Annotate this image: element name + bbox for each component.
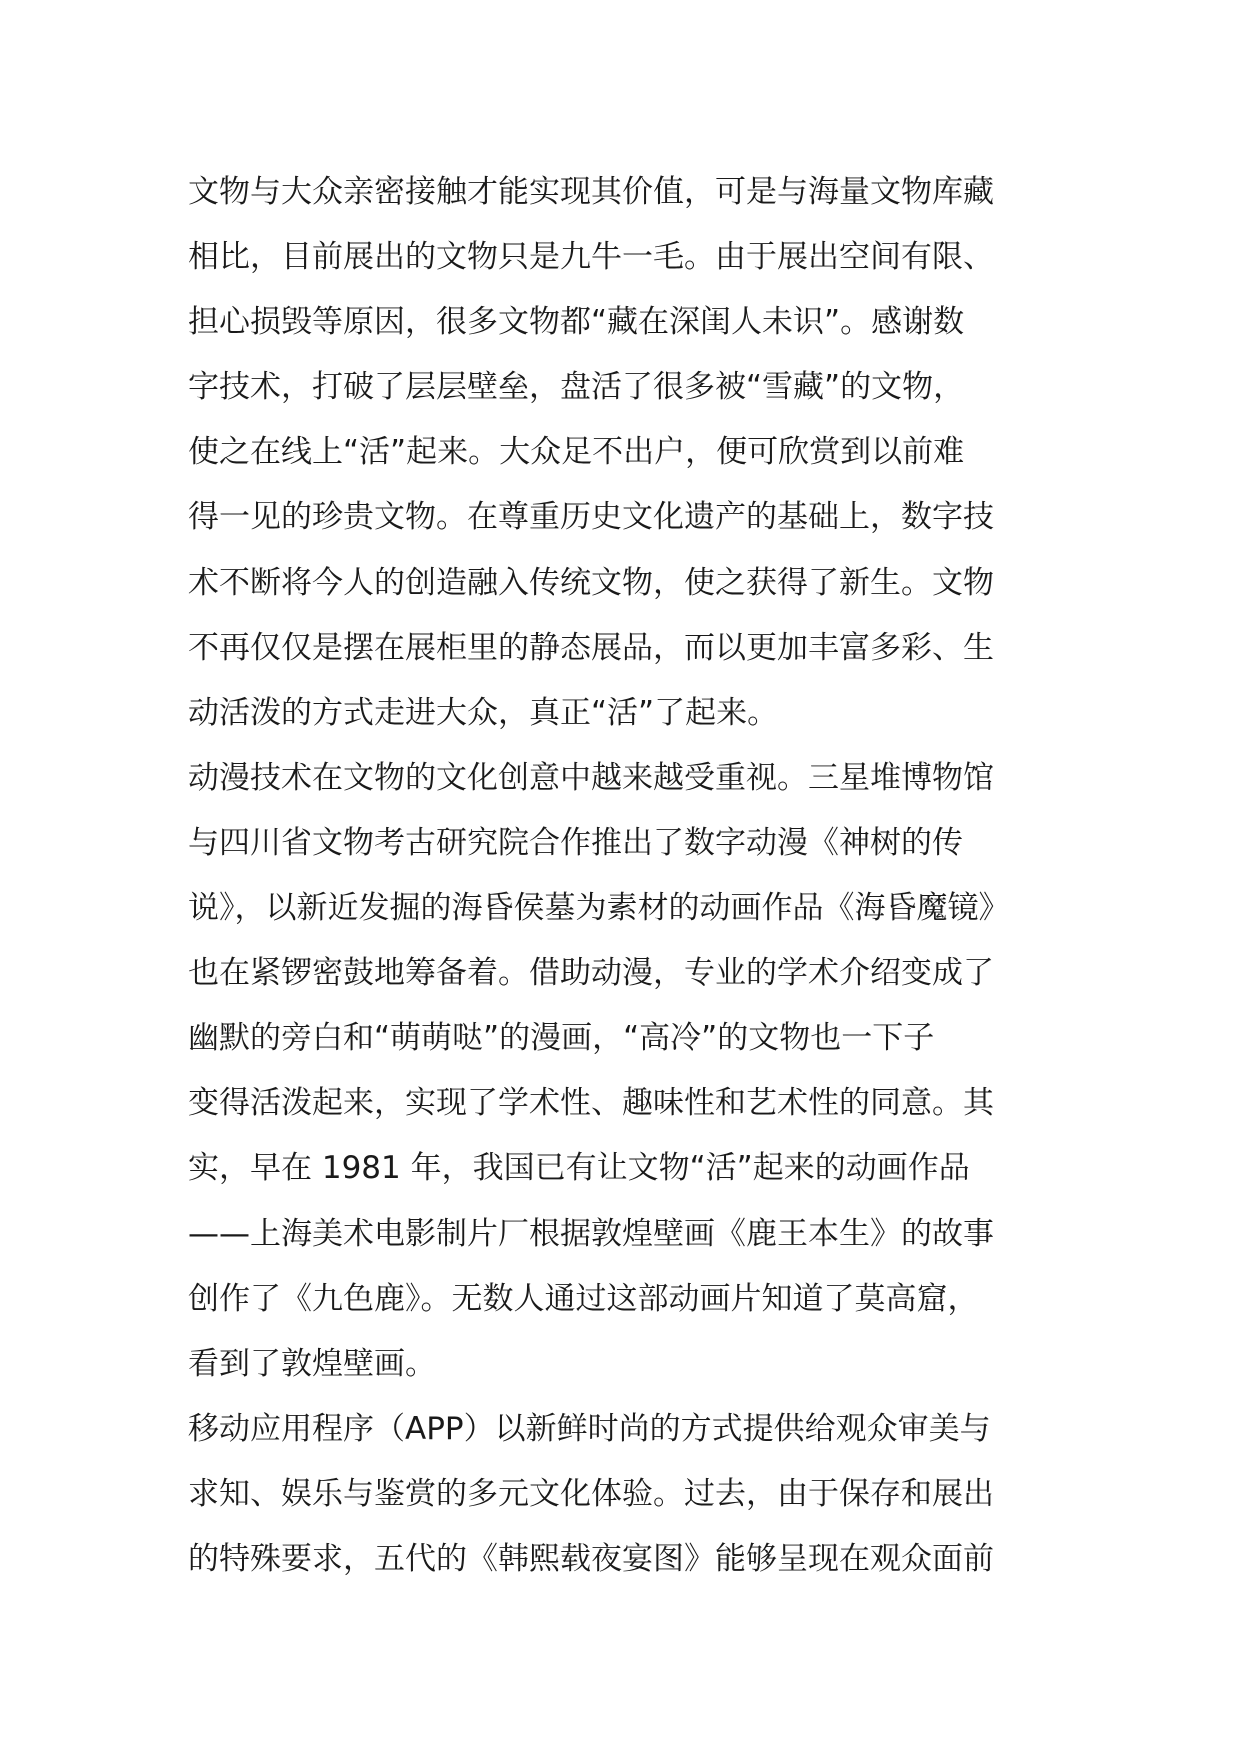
text-line: 移动应用程序（APP）以新鲜时尚的方式提供给观众审美与 bbox=[188, 1410, 991, 1447]
text-line: 不再仅仅是摆在展柜里的静态展品，而以更加丰富多彩、生 bbox=[188, 629, 994, 666]
text-line: 实，早在 1981 年，我国已有让文物“活”起来的动画作品 bbox=[188, 1150, 970, 1187]
text-line: 担心损毁等原因，很多文物都“藏在深闺人未识”。感谢数 bbox=[188, 304, 965, 341]
text-line: 字技术，打破了层层壁垒，盘活了很多被“雪藏”的文物， bbox=[188, 369, 965, 406]
text-line: 看到了敦煌壁画。 bbox=[188, 1345, 436, 1382]
body-text bbox=[188, 160, 1068, 1592]
text-line: 相比，目前展出的文物只是九牛一毛。由于展出空间有限、 bbox=[188, 239, 994, 276]
text-line: 使之在线上“活”起来。大众足不出户，便可欣赏到以前难 bbox=[188, 434, 965, 471]
text-line: 变得活泼起来，实现了学术性、趣味性和艺术性的同意。其 bbox=[188, 1085, 994, 1122]
text-line: 术不断将今人的创造融入传统文物，使之获得了新生。文物 bbox=[188, 564, 994, 601]
text-line: 得一见的珍贵文物。在尊重历史文化遗产的基础上，数字技 bbox=[188, 499, 994, 536]
text-line: 说》，以新近发掘的海昏侯墓为素材的动画作品《海昏魔镜》 bbox=[188, 890, 1010, 927]
text-line: 求知、娱乐与鉴赏的多元文化体验。过去，由于保存和展出 bbox=[188, 1475, 994, 1512]
text-line: 与四川省文物考古研究院合作推出了数字动漫《神树的传 bbox=[188, 824, 963, 861]
text-line: 动活泼的方式走进大众，真正“活”了起来。 bbox=[188, 694, 779, 731]
text-line: 也在紧锣密鼓地筹备着。借助动漫，专业的学术介绍变成了 bbox=[188, 955, 994, 992]
text-line: 文物与大众亲密接触才能实现其价值，可是与海量文物库藏 bbox=[188, 174, 994, 210]
text-line: 的特殊要求，五代的《韩熙载夜宴图》能够呈现在观众面前 bbox=[188, 1540, 994, 1577]
text-line: ——上海美术电影制片厂根据敦煌壁画《鹿王本生》的故事 bbox=[188, 1215, 994, 1252]
text-line: 动漫技术在文物的文化创意中越来越受重视。三星堆博物馆 bbox=[188, 759, 994, 796]
text-line: 创作了《九色鹿》。无数人通过这部动画片知道了莫高窟， bbox=[188, 1280, 979, 1317]
text-line: 幽默的旁白和“萌萌哒”的漫画，“高冷”的文物也一下子 bbox=[188, 1020, 935, 1057]
